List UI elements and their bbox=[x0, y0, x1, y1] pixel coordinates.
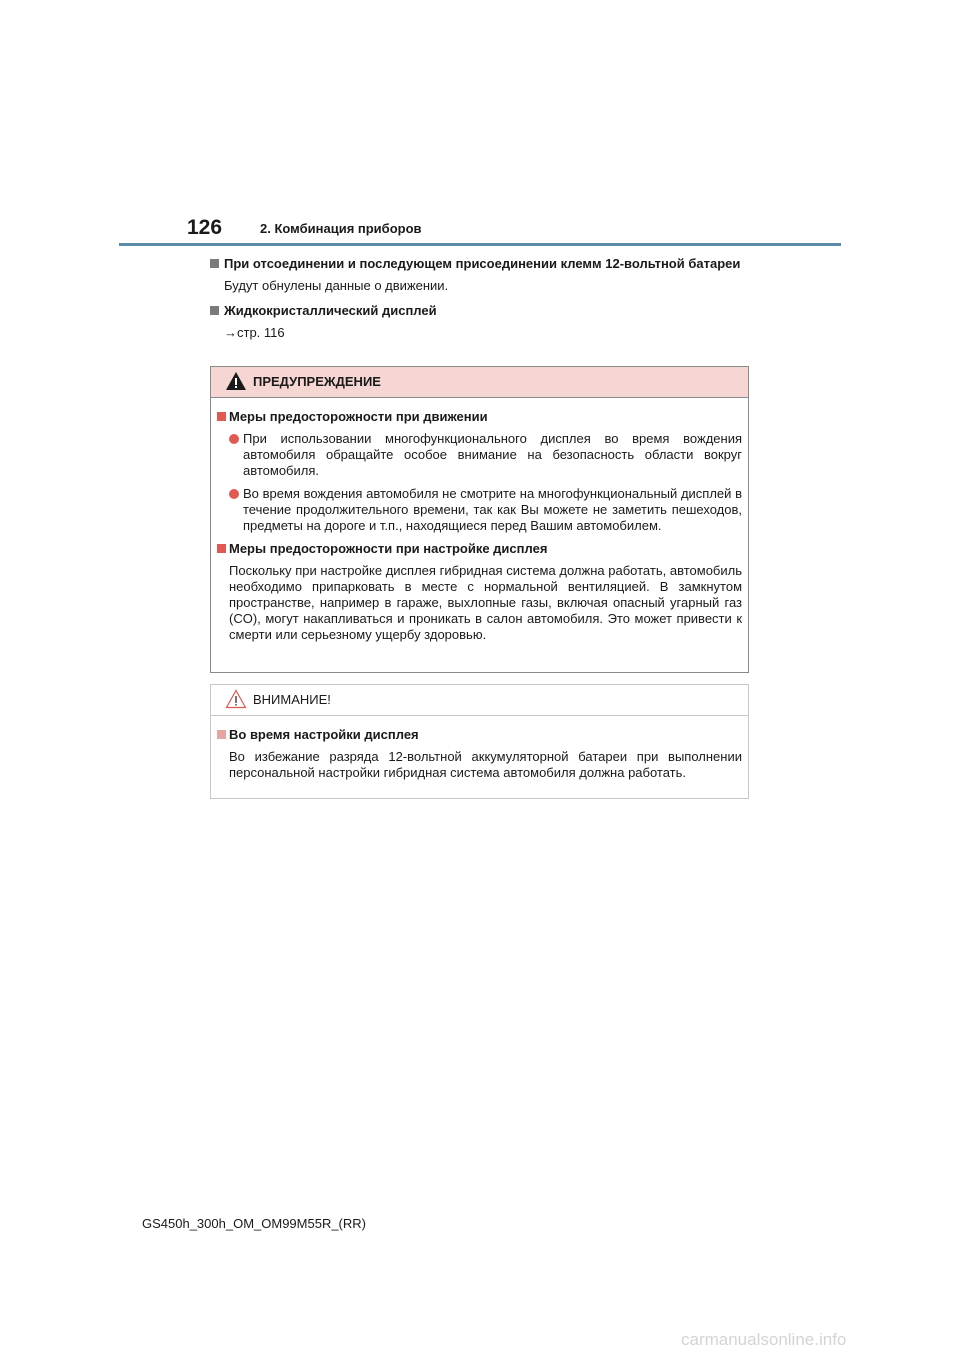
caution-subsection-heading bbox=[217, 727, 742, 743]
warning-paragraph: Поскольку при настройке дисплея гибридная система должна работать, автомобиль необходимо припарковать в месте с нормальной вентиляцией. В замкнутом пространстве, например в гараже, выхлопные газы, включая опасный угарный газ (CO), могут накапливаться и проникать в салон автомобиля. Это может привести к смерти или серьезному ущербу здоровью. bbox=[229, 563, 742, 642]
warning-subsection-heading bbox=[217, 541, 742, 557]
section-text-battery: Будут обнулены данные о движении. bbox=[224, 278, 449, 293]
circle-bullet-icon bbox=[229, 489, 239, 499]
watermark: carmanualsonline.info bbox=[681, 1330, 847, 1349]
page-header bbox=[0, 0, 960, 250]
header-rule bbox=[119, 243, 841, 246]
square-bullet-icon bbox=[217, 412, 226, 421]
section-heading-lcd bbox=[210, 303, 750, 319]
subsection-heading-text: Меры предосторожности при настройке дисплея bbox=[229, 541, 548, 556]
caution-title: ВНИМАНИЕ! bbox=[253, 692, 331, 707]
chapter-title: 2. Комбинация приборов bbox=[260, 221, 422, 236]
subsection-heading-text: Меры предосторожности при движении bbox=[229, 409, 488, 424]
bullet-text: Во время вождения автомобиля не смотрите на многофункциональный дисплей в течение продолжительного времени, так как Вы можете не заметить пешеходов, предметы на дороге и т.п., находящиеся перед Вашим автомобилем. bbox=[243, 486, 742, 533]
caution-paragraph: Во избежание разряда 12-вольтной аккумуляторной батареи при выполнении персональной настройки гибридная система автомобиля должна работать. bbox=[229, 749, 742, 780]
caution-triangle-icon bbox=[225, 689, 247, 709]
warning-bullet bbox=[217, 486, 742, 534]
square-bullet-icon bbox=[217, 544, 226, 553]
bullet-text: При использовании многофункционального дисплея во время вождения автомобиля обращайте особое внимание на безопасность области вокруг автомобиля. bbox=[243, 431, 742, 478]
main-content bbox=[210, 256, 750, 341]
warning-header bbox=[211, 367, 748, 398]
caution-header bbox=[211, 685, 748, 716]
square-bullet-icon bbox=[217, 730, 226, 739]
warning-title: ПРЕДУПРЕЖДЕНИЕ bbox=[253, 374, 381, 389]
warning-subsection-heading bbox=[217, 409, 742, 425]
section-heading-text: При отсоединении и последующем присоединении клемм 12-вольтной батареи bbox=[224, 256, 741, 271]
subsection-heading-text: Во время настройки дисплея bbox=[229, 727, 419, 742]
warning-box bbox=[210, 366, 749, 673]
caution-box bbox=[210, 684, 749, 799]
page-number: 126 bbox=[187, 216, 223, 239]
warning-triangle-icon bbox=[225, 371, 247, 391]
caution-body bbox=[211, 716, 748, 781]
square-bullet-icon bbox=[210, 306, 219, 315]
section-heading-text: Жидкокристаллический дисплей bbox=[224, 303, 437, 318]
footer-model-code: GS450h_300h_OM_OM99M55R_(RR) bbox=[142, 1216, 366, 1231]
section-heading-battery bbox=[210, 256, 750, 272]
warning-body bbox=[211, 398, 748, 643]
circle-bullet-icon bbox=[229, 434, 239, 444]
square-bullet-icon bbox=[210, 259, 219, 268]
warning-bullet bbox=[217, 431, 742, 479]
page-reference-link[interactable]: →стр. 116 bbox=[224, 325, 285, 340]
